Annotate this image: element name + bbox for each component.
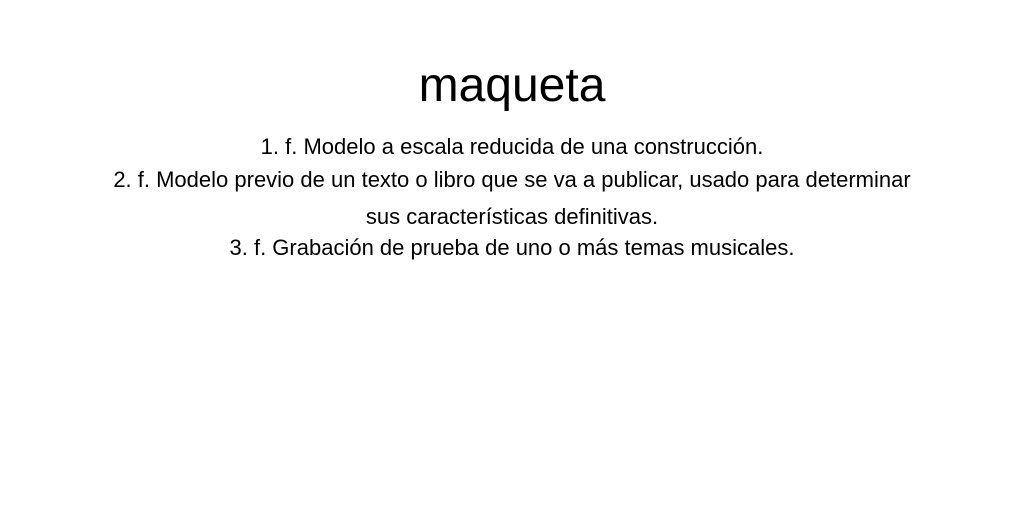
definition-2: 2. f. Modelo previo de un texto o libro que se va a publicar, usado para determinar sus características definitivas. [113,167,911,229]
definition-3: 3. f. Grabación de prueba de uno o más temas musicales. [229,235,795,260]
definition-list [110,130,914,265]
headword: maqueta [418,59,606,112]
definition-1: 1. f. Modelo a escala reducida de una construcción. [260,134,764,159]
